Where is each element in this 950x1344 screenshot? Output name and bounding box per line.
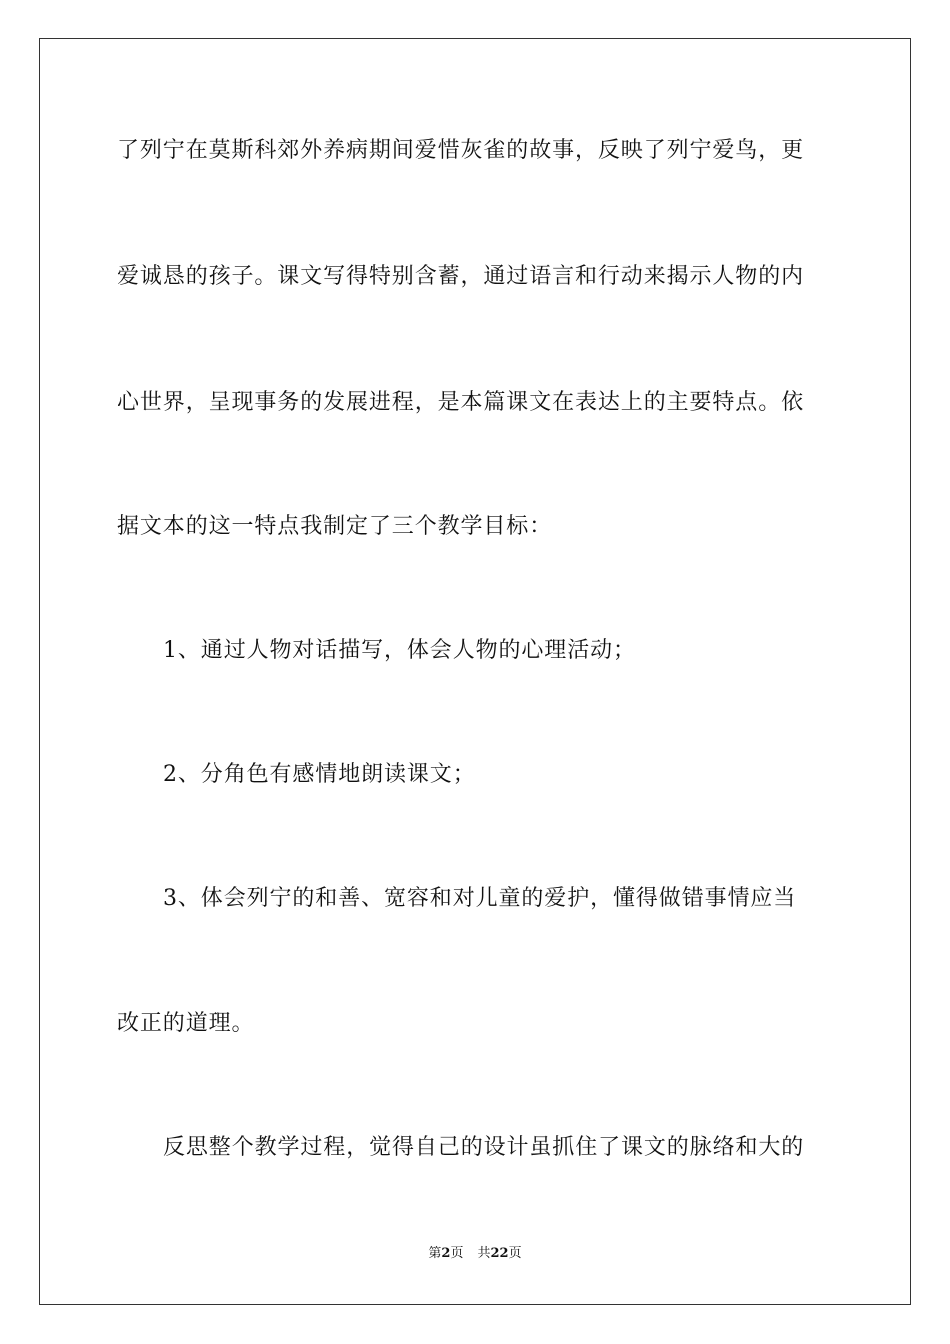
footer-total-prefix: 共 — [477, 1246, 491, 1261]
footer-page-current: 2 — [441, 1246, 451, 1261]
page-footer — [0, 1246, 950, 1262]
footer-page-total: 22 — [490, 1246, 509, 1261]
reflection-line: 反思整个教学过程，觉得自己的设计虽抓住了课文的脉络和大的 — [163, 1135, 805, 1160]
footer-page-prefix: 第 — [428, 1246, 442, 1261]
goal-item-3: 3、体会列宁的和善、宽容和对儿童的爱护，懂得做错事情应当 — [163, 886, 797, 911]
goal-item-2: 2、分角色有感情地朗读课文； — [163, 762, 476, 787]
goal-item-3-continuation: 改正的道理。 — [117, 1011, 255, 1036]
footer-total-suffix: 页 — [508, 1246, 522, 1261]
paragraph-line-2: 爱诚恳的孩子。课文写得特别含蓄，通过语言和行动来揭示人物的内 — [117, 264, 805, 289]
paragraph-line-4: 据文本的这一特点我制定了三个教学目标： — [117, 514, 553, 539]
page-border — [39, 38, 911, 1305]
footer-page-suffix: 页 — [450, 1246, 464, 1261]
paragraph-line-1: 了列宁在莫斯科郊外养病期间爱惜灰雀的故事，反映了列宁爱鸟，更 — [117, 138, 805, 163]
paragraph-line-3: 心世界，呈现事务的发展进程，是本篇课文在表达上的主要特点。依 — [117, 390, 805, 415]
goal-item-1: 1、通过人物对话描写，体会人物的心理活动； — [163, 638, 636, 663]
